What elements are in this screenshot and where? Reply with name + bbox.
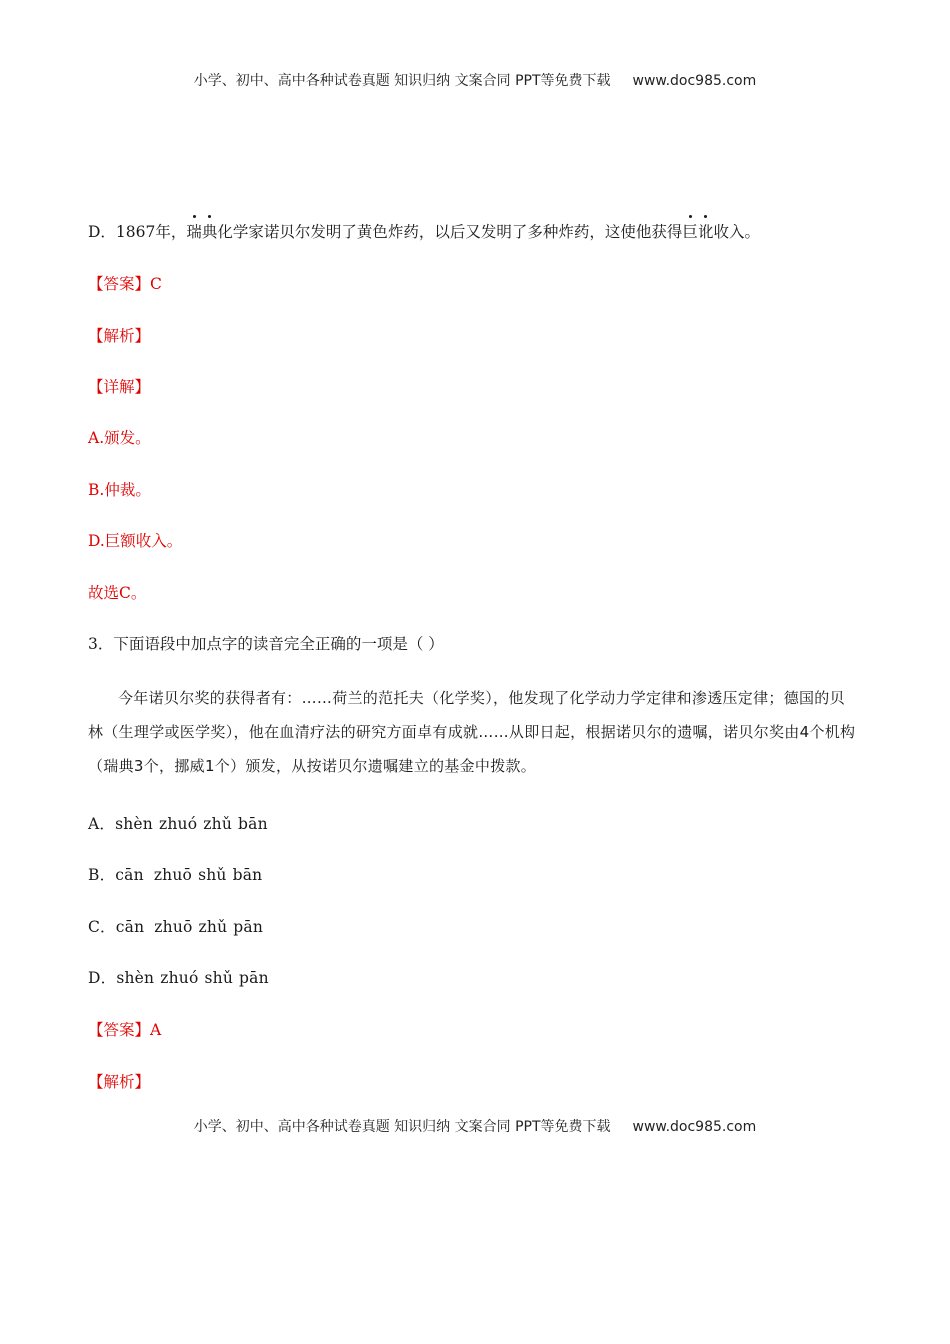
q2-option-d (88, 222, 760, 242)
q3-option-c (88, 917, 263, 937)
page-header (0, 70, 950, 90)
page-footer (0, 1116, 950, 1136)
pinyin: pān (239, 969, 269, 987)
q2-detail-line: B.仲裁。 (88, 481, 151, 499)
q2-detail: 【详解】 (88, 378, 151, 396)
dotted-char: 瑞 (186, 223, 202, 241)
q3-option-b (88, 865, 262, 885)
option-label: A． (88, 815, 116, 833)
q2-option-d-suffix: 收入。 (713, 223, 760, 241)
pinyin: shǔ (204, 969, 234, 987)
option-label: D． (88, 969, 117, 987)
footer-text: 小学、初中、高中各种试卷真题 知识归纳 文案合同 PPT等免费下载 (193, 1119, 611, 1135)
pinyin: zhuó (160, 969, 199, 987)
pinyin: zhuó (159, 815, 198, 833)
q2-option-d-prefix: D．1867年， (88, 223, 187, 241)
q3-option-a (88, 814, 268, 834)
q3-option-d (88, 968, 269, 988)
pinyin: zhuō (154, 918, 193, 936)
q2-answer: 【答案】C (88, 275, 162, 293)
q2-analysis: 【解析】 (88, 327, 151, 345)
option-label: C． (88, 918, 116, 936)
pinyin: bān (238, 815, 268, 833)
pinyin: cān (115, 918, 145, 936)
header-text: 小学、初中、高中各种试卷真题 知识归纳 文案合同 PPT等免费下载 (193, 73, 611, 89)
q3-passage: 今年诺贝尔奖的获得者有：……荷兰的范托夫（化学奖），他发现了化学动力学定律和渗透压定律；德国的贝林（生理学或医学奖），他在血清疗法的研究方面卓有成就……从即日起，根据诺贝尔的遗嘱，诺贝尔奖由4个机构（瑞典3个，挪威1个）颁发，从按诺贝尔遗嘱建立的基金中拨款。 (88, 689, 856, 775)
pinyin: shèn (116, 969, 155, 987)
q2-detail-line: A.颁发。 (88, 429, 151, 447)
option-label: B． (88, 866, 116, 884)
footer-url[interactable]: www.doc985.com (632, 1119, 757, 1135)
pinyin: bān (232, 866, 263, 884)
pinyin: zhǔ (203, 815, 232, 833)
dotted-char: 巨 (682, 223, 698, 241)
pinyin: zhǔ (198, 918, 228, 936)
dotted-char: 讹 (697, 223, 714, 241)
header-url[interactable]: www.doc985.com (632, 73, 757, 89)
q3-answer: 【答案】A (88, 1021, 162, 1039)
q2-option-d-middle: 化学家诺贝尔发明了黄色炸药，以后又发明了多种炸药，这使他获得 (217, 223, 683, 241)
pinyin: pān (233, 918, 264, 936)
pinyin: cān (115, 866, 144, 884)
q2-detail-line: D.巨额收入。 (88, 532, 183, 550)
q3-stem: 3．下面语段中加点字的读音完全正确的一项是（ ） (88, 635, 444, 653)
pinyin: shèn (115, 815, 153, 833)
q3-analysis: 【解析】 (88, 1073, 151, 1091)
pinyin: zhuō (153, 866, 193, 884)
dotted-char: 典 (201, 223, 218, 241)
pinyin: shǔ (198, 866, 227, 884)
q2-conclusion: 故选C。 (88, 584, 147, 602)
